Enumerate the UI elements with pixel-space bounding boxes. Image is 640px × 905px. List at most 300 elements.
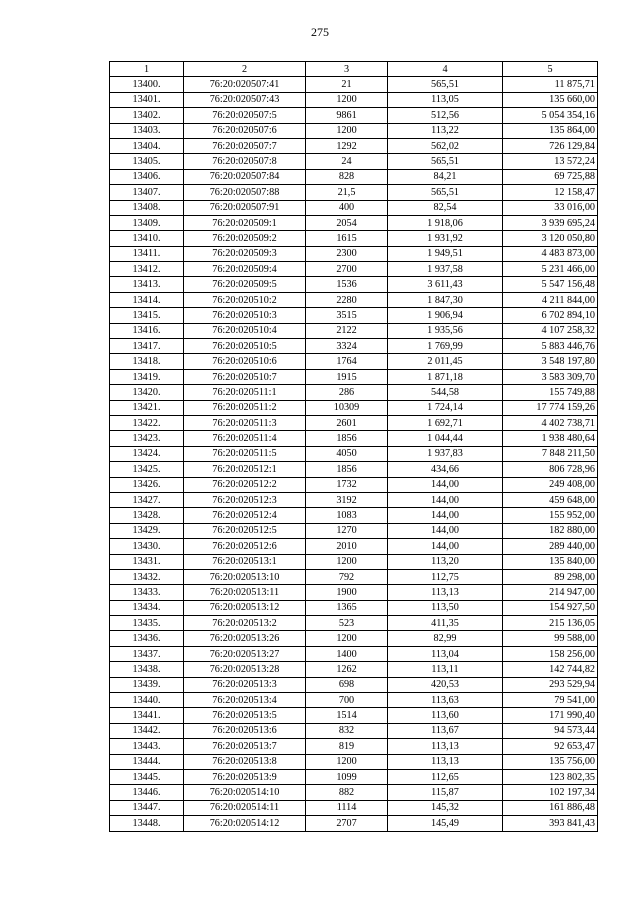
area-cell: 1200 xyxy=(306,631,388,646)
cadastral-value-cell: 94 573,44 xyxy=(503,723,598,738)
area-cell: 828 xyxy=(306,169,388,184)
row-number-cell: 13442. xyxy=(110,723,184,738)
area-cell: 1764 xyxy=(306,354,388,369)
cadastral-value-cell: 4 107 258,32 xyxy=(503,323,598,338)
cadastral-value-cell: 4 211 844,00 xyxy=(503,292,598,307)
table-row xyxy=(110,800,598,815)
cadastral-value-cell: 142 744,82 xyxy=(503,662,598,677)
row-number-cell: 13448. xyxy=(110,816,184,831)
cadastral-number-cell: 76:20:020511:1 xyxy=(184,385,306,400)
area-cell: 1915 xyxy=(306,369,388,384)
table-row xyxy=(110,754,598,769)
area-cell: 1083 xyxy=(306,508,388,523)
area-cell: 1514 xyxy=(306,708,388,723)
row-number-cell: 13444. xyxy=(110,754,184,769)
cadastral-number-cell: 76:20:020511:5 xyxy=(184,446,306,461)
row-number-cell: 13428. xyxy=(110,508,184,523)
area-cell: 4050 xyxy=(306,446,388,461)
row-number-cell: 13443. xyxy=(110,739,184,754)
cadastral-value-cell: 5 883 446,76 xyxy=(503,339,598,354)
cadastral-number-cell: 76:20:020513:28 xyxy=(184,662,306,677)
specific-value-cell: 1 871,18 xyxy=(388,369,503,384)
column-header-4: 4 xyxy=(388,62,503,77)
cadastral-number-cell: 76:20:020509:1 xyxy=(184,215,306,230)
row-number-cell: 13433. xyxy=(110,585,184,600)
row-number-cell: 13420. xyxy=(110,385,184,400)
row-number-cell: 13435. xyxy=(110,616,184,631)
cadastral-number-cell: 76:20:020511:2 xyxy=(184,400,306,415)
cadastral-number-cell: 76:20:020512:2 xyxy=(184,477,306,492)
cadastral-value-cell: 17 774 159,26 xyxy=(503,400,598,415)
cadastral-number-cell: 76:20:020513:9 xyxy=(184,769,306,784)
area-cell: 2280 xyxy=(306,292,388,307)
area-cell: 24 xyxy=(306,154,388,169)
specific-value-cell: 1 769,99 xyxy=(388,339,503,354)
table-row xyxy=(110,554,598,569)
table-row xyxy=(110,431,598,446)
area-cell: 1292 xyxy=(306,138,388,153)
specific-value-cell: 144,00 xyxy=(388,477,503,492)
specific-value-cell: 113,60 xyxy=(388,708,503,723)
specific-value-cell: 145,49 xyxy=(388,816,503,831)
specific-value-cell: 82,54 xyxy=(388,200,503,215)
table-row xyxy=(110,200,598,215)
row-number-cell: 13436. xyxy=(110,631,184,646)
cadastral-value-cell: 99 588,00 xyxy=(503,631,598,646)
cadastral-number-cell: 76:20:020513:26 xyxy=(184,631,306,646)
row-number-cell: 13446. xyxy=(110,785,184,800)
table-row xyxy=(110,308,598,323)
area-cell: 2122 xyxy=(306,323,388,338)
specific-value-cell: 565,51 xyxy=(388,154,503,169)
row-number-cell: 13437. xyxy=(110,646,184,661)
specific-value-cell: 1 724,14 xyxy=(388,400,503,415)
specific-value-cell: 565,51 xyxy=(388,185,503,200)
cadastral-value-cell: 215 136,05 xyxy=(503,616,598,631)
cadastral-value-cell: 102 197,34 xyxy=(503,785,598,800)
cadastral-number-cell: 76:20:020510:3 xyxy=(184,308,306,323)
cadastral-number-cell: 76:20:020513:1 xyxy=(184,554,306,569)
cadastral-number-cell: 76:20:020514:12 xyxy=(184,816,306,831)
cadastral-value-cell: 459 648,00 xyxy=(503,492,598,507)
area-cell: 1536 xyxy=(306,277,388,292)
table-row xyxy=(110,138,598,153)
area-cell: 1856 xyxy=(306,462,388,477)
area-cell: 1200 xyxy=(306,123,388,138)
specific-value-cell: 113,63 xyxy=(388,693,503,708)
row-number-cell: 13400. xyxy=(110,77,184,92)
specific-value-cell: 144,00 xyxy=(388,539,503,554)
specific-value-cell: 1 918,06 xyxy=(388,215,503,230)
row-number-cell: 13417. xyxy=(110,339,184,354)
cadastral-number-cell: 76:20:020509:3 xyxy=(184,246,306,261)
table-row xyxy=(110,646,598,661)
table-row xyxy=(110,631,598,646)
cadastral-number-cell: 76:20:020510:2 xyxy=(184,292,306,307)
table-row xyxy=(110,693,598,708)
area-cell: 1732 xyxy=(306,477,388,492)
cadastral-value-cell: 89 298,00 xyxy=(503,569,598,584)
specific-value-cell: 434,66 xyxy=(388,462,503,477)
specific-value-cell: 113,11 xyxy=(388,662,503,677)
cadastral-number-cell: 76:20:020513:27 xyxy=(184,646,306,661)
specific-value-cell: 1 949,51 xyxy=(388,246,503,261)
table-row xyxy=(110,600,598,615)
cadastral-number-cell: 76:20:020507:7 xyxy=(184,138,306,153)
cadastral-value-cell: 171 990,40 xyxy=(503,708,598,723)
cadastral-value-cell: 393 841,43 xyxy=(503,816,598,831)
cadastral-number-cell: 76:20:020507:5 xyxy=(184,108,306,123)
cadastral-number-cell: 76:20:020512:6 xyxy=(184,539,306,554)
row-number-cell: 13434. xyxy=(110,600,184,615)
area-cell: 21,5 xyxy=(306,185,388,200)
column-header-2: 2 xyxy=(184,62,306,77)
cadastral-value-cell: 161 886,48 xyxy=(503,800,598,815)
cadastral-number-cell: 76:20:020513:11 xyxy=(184,585,306,600)
cadastral-value-cell: 5 054 354,16 xyxy=(503,108,598,123)
cadastral-value-cell: 3 583 309,70 xyxy=(503,369,598,384)
specific-value-cell: 1 931,92 xyxy=(388,231,503,246)
area-cell: 1262 xyxy=(306,662,388,677)
area-cell: 286 xyxy=(306,385,388,400)
table-row xyxy=(110,585,598,600)
table-row xyxy=(110,323,598,338)
row-number-cell: 13431. xyxy=(110,554,184,569)
row-number-cell: 13429. xyxy=(110,523,184,538)
table-row xyxy=(110,785,598,800)
area-cell: 10309 xyxy=(306,400,388,415)
cadastral-value-cell: 135 864,00 xyxy=(503,123,598,138)
cadastral-value-cell: 123 802,35 xyxy=(503,769,598,784)
row-number-cell: 13426. xyxy=(110,477,184,492)
row-number-cell: 13424. xyxy=(110,446,184,461)
cadastral-number-cell: 76:20:020507:88 xyxy=(184,185,306,200)
row-number-cell: 13406. xyxy=(110,169,184,184)
table-row xyxy=(110,446,598,461)
cadastral-value-cell: 7 848 211,50 xyxy=(503,446,598,461)
area-cell: 523 xyxy=(306,616,388,631)
table-row xyxy=(110,739,598,754)
cadastral-number-cell: 76:20:020513:7 xyxy=(184,739,306,754)
row-number-cell: 13425. xyxy=(110,462,184,477)
specific-value-cell: 113,04 xyxy=(388,646,503,661)
cadastral-number-cell: 76:20:020510:7 xyxy=(184,369,306,384)
cadastral-value-cell: 4 402 738,71 xyxy=(503,415,598,430)
cadastral-value-cell: 158 256,00 xyxy=(503,646,598,661)
cadastral-value-cell: 13 572,24 xyxy=(503,154,598,169)
specific-value-cell: 1 044,44 xyxy=(388,431,503,446)
row-number-cell: 13412. xyxy=(110,262,184,277)
cadastral-number-cell: 76:20:020512:5 xyxy=(184,523,306,538)
table-row xyxy=(110,185,598,200)
row-number-cell: 13432. xyxy=(110,569,184,584)
area-cell: 2054 xyxy=(306,215,388,230)
specific-value-cell: 113,13 xyxy=(388,585,503,600)
cadastral-value-cell: 806 728,96 xyxy=(503,462,598,477)
page-number: 275 xyxy=(311,25,329,39)
area-cell: 2300 xyxy=(306,246,388,261)
cadastral-number-cell: 76:20:020509:5 xyxy=(184,277,306,292)
row-number-cell: 13441. xyxy=(110,708,184,723)
cadastral-number-cell: 76:20:020510:6 xyxy=(184,354,306,369)
specific-value-cell: 113,22 xyxy=(388,123,503,138)
area-cell: 1099 xyxy=(306,769,388,784)
table-row xyxy=(110,385,598,400)
row-number-cell: 13423. xyxy=(110,431,184,446)
cadastral-number-cell: 76:20:020513:10 xyxy=(184,569,306,584)
table-row xyxy=(110,477,598,492)
area-cell: 2707 xyxy=(306,816,388,831)
cadastral-number-cell: 76:20:020512:1 xyxy=(184,462,306,477)
area-cell: 2010 xyxy=(306,539,388,554)
table-row xyxy=(110,539,598,554)
specific-value-cell: 562,02 xyxy=(388,138,503,153)
row-number-cell: 13413. xyxy=(110,277,184,292)
specific-value-cell: 411,35 xyxy=(388,616,503,631)
cadastral-number-cell: 76:20:020512:4 xyxy=(184,508,306,523)
specific-value-cell: 113,05 xyxy=(388,92,503,107)
cadastral-number-cell: 76:20:020511:3 xyxy=(184,415,306,430)
area-cell: 819 xyxy=(306,739,388,754)
area-cell: 1200 xyxy=(306,92,388,107)
area-cell: 1856 xyxy=(306,431,388,446)
row-number-cell: 13404. xyxy=(110,138,184,153)
row-number-cell: 13445. xyxy=(110,769,184,784)
table-row xyxy=(110,677,598,692)
cadastral-number-cell: 76:20:020507:43 xyxy=(184,92,306,107)
table-row xyxy=(110,215,598,230)
area-cell: 1615 xyxy=(306,231,388,246)
cadastral-value-cell: 3 939 695,24 xyxy=(503,215,598,230)
cadastral-value-cell: 214 947,00 xyxy=(503,585,598,600)
table-row xyxy=(110,369,598,384)
area-cell: 1270 xyxy=(306,523,388,538)
area-cell: 1900 xyxy=(306,585,388,600)
table-row xyxy=(110,277,598,292)
cadastral-number-cell: 76:20:020514:10 xyxy=(184,785,306,800)
cadastral-value-cell: 5 547 156,48 xyxy=(503,277,598,292)
cadastral-value-cell: 135 840,00 xyxy=(503,554,598,569)
table-row xyxy=(110,708,598,723)
specific-value-cell: 1 937,83 xyxy=(388,446,503,461)
specific-value-cell: 1 692,71 xyxy=(388,415,503,430)
table-row xyxy=(110,154,598,169)
area-cell: 3515 xyxy=(306,308,388,323)
specific-value-cell: 144,00 xyxy=(388,508,503,523)
table-row xyxy=(110,231,598,246)
row-number-cell: 13409. xyxy=(110,215,184,230)
table-row xyxy=(110,462,598,477)
cadastral-number-cell: 76:20:020514:11 xyxy=(184,800,306,815)
area-cell: 1365 xyxy=(306,600,388,615)
table-row xyxy=(110,354,598,369)
cadastral-value-cell: 69 725,88 xyxy=(503,169,598,184)
cadastral-number-cell: 76:20:020507:41 xyxy=(184,77,306,92)
row-number-cell: 13430. xyxy=(110,539,184,554)
specific-value-cell: 1 937,58 xyxy=(388,262,503,277)
table-header xyxy=(110,62,598,77)
row-number-cell: 13439. xyxy=(110,677,184,692)
cadastral-value-cell: 3 120 050,80 xyxy=(503,231,598,246)
cadastral-value-cell: 6 702 894,10 xyxy=(503,308,598,323)
table-row xyxy=(110,292,598,307)
cadastral-number-cell: 76:20:020513:3 xyxy=(184,677,306,692)
cadastral-value-cell: 249 408,00 xyxy=(503,477,598,492)
specific-value-cell: 2 011,45 xyxy=(388,354,503,369)
table-row xyxy=(110,616,598,631)
cadastral-number-cell: 76:20:020510:4 xyxy=(184,323,306,338)
row-number-cell: 13422. xyxy=(110,415,184,430)
specific-value-cell: 1 906,94 xyxy=(388,308,503,323)
cadastral-number-cell: 76:20:020513:2 xyxy=(184,616,306,631)
row-number-cell: 13447. xyxy=(110,800,184,815)
table-row xyxy=(110,92,598,107)
row-number-cell: 13410. xyxy=(110,231,184,246)
table-row xyxy=(110,662,598,677)
table-row xyxy=(110,569,598,584)
row-number-cell: 13401. xyxy=(110,92,184,107)
row-number-cell: 13403. xyxy=(110,123,184,138)
cadastral-number-cell: 76:20:020509:4 xyxy=(184,262,306,277)
specific-value-cell: 113,67 xyxy=(388,723,503,738)
specific-value-cell: 565,51 xyxy=(388,77,503,92)
column-header-3: 3 xyxy=(306,62,388,77)
specific-value-cell: 144,00 xyxy=(388,492,503,507)
row-number-cell: 13418. xyxy=(110,354,184,369)
specific-value-cell: 3 611,43 xyxy=(388,277,503,292)
cadastral-number-cell: 76:20:020513:6 xyxy=(184,723,306,738)
specific-value-cell: 115,87 xyxy=(388,785,503,800)
area-cell: 882 xyxy=(306,785,388,800)
column-header-1: 1 xyxy=(110,62,184,77)
row-number-cell: 13421. xyxy=(110,400,184,415)
area-cell: 1114 xyxy=(306,800,388,815)
table-row xyxy=(110,492,598,507)
area-cell: 21 xyxy=(306,77,388,92)
table-row xyxy=(110,123,598,138)
specific-value-cell: 113,20 xyxy=(388,554,503,569)
specific-value-cell: 112,75 xyxy=(388,569,503,584)
area-cell: 2700 xyxy=(306,262,388,277)
cadastral-value-cell: 155 749,88 xyxy=(503,385,598,400)
specific-value-cell: 144,00 xyxy=(388,523,503,538)
specific-value-cell: 1 935,56 xyxy=(388,323,503,338)
area-cell: 1200 xyxy=(306,554,388,569)
area-cell: 1400 xyxy=(306,646,388,661)
specific-value-cell: 82,99 xyxy=(388,631,503,646)
table-row xyxy=(110,246,598,261)
table-row xyxy=(110,816,598,831)
row-number-cell: 13411. xyxy=(110,246,184,261)
specific-value-cell: 544,58 xyxy=(388,385,503,400)
cadastral-number-cell: 76:20:020509:2 xyxy=(184,231,306,246)
row-number-cell: 13415. xyxy=(110,308,184,323)
cadastral-value-cell: 11 875,71 xyxy=(503,77,598,92)
cadastral-value-cell: 155 952,00 xyxy=(503,508,598,523)
cadastral-value-cell: 4 483 873,00 xyxy=(503,246,598,261)
specific-value-cell: 84,21 xyxy=(388,169,503,184)
specific-value-cell: 113,50 xyxy=(388,600,503,615)
table-row xyxy=(110,339,598,354)
cadastral-number-cell: 76:20:020513:4 xyxy=(184,693,306,708)
table-row xyxy=(110,262,598,277)
row-number-cell: 13402. xyxy=(110,108,184,123)
table-body xyxy=(110,77,598,831)
area-cell: 1200 xyxy=(306,754,388,769)
cadastral-number-cell: 76:20:020512:3 xyxy=(184,492,306,507)
area-cell: 700 xyxy=(306,693,388,708)
row-number-cell: 13440. xyxy=(110,693,184,708)
cadastral-number-cell: 76:20:020510:5 xyxy=(184,339,306,354)
cadastral-value-table xyxy=(109,61,598,832)
table-row xyxy=(110,723,598,738)
table-row xyxy=(110,169,598,184)
cadastral-value-cell: 154 927,50 xyxy=(503,600,598,615)
area-cell: 698 xyxy=(306,677,388,692)
cadastral-number-cell: 76:20:020513:12 xyxy=(184,600,306,615)
cadastral-value-cell: 135 756,00 xyxy=(503,754,598,769)
row-number-cell: 13416. xyxy=(110,323,184,338)
cadastral-number-cell: 76:20:020507:6 xyxy=(184,123,306,138)
cadastral-value-cell: 726 129,84 xyxy=(503,138,598,153)
specific-value-cell: 1 847,30 xyxy=(388,292,503,307)
specific-value-cell: 145,32 xyxy=(388,800,503,815)
cadastral-value-cell: 293 529,94 xyxy=(503,677,598,692)
row-number-cell: 13407. xyxy=(110,185,184,200)
area-cell: 792 xyxy=(306,569,388,584)
area-cell: 832 xyxy=(306,723,388,738)
cadastral-value-cell: 3 548 197,80 xyxy=(503,354,598,369)
area-cell: 9861 xyxy=(306,108,388,123)
cadastral-value-cell: 5 231 466,00 xyxy=(503,262,598,277)
area-cell: 2601 xyxy=(306,415,388,430)
area-cell: 3192 xyxy=(306,492,388,507)
table-row xyxy=(110,769,598,784)
specific-value-cell: 420,53 xyxy=(388,677,503,692)
row-number-cell: 13405. xyxy=(110,154,184,169)
specific-value-cell: 512,56 xyxy=(388,108,503,123)
table-row xyxy=(110,400,598,415)
cadastral-number-cell: 76:20:020511:4 xyxy=(184,431,306,446)
cadastral-value-cell: 182 880,00 xyxy=(503,523,598,538)
specific-value-cell: 113,13 xyxy=(388,754,503,769)
cadastral-value-cell: 1 938 480,64 xyxy=(503,431,598,446)
cadastral-value-cell: 92 653,47 xyxy=(503,739,598,754)
table-row xyxy=(110,523,598,538)
table-row xyxy=(110,108,598,123)
row-number-cell: 13414. xyxy=(110,292,184,307)
cadastral-number-cell: 76:20:020507:8 xyxy=(184,154,306,169)
cadastral-value-cell: 135 660,00 xyxy=(503,92,598,107)
cadastral-value-cell: 33 016,00 xyxy=(503,200,598,215)
column-header-5: 5 xyxy=(503,62,598,77)
cadastral-number-cell: 76:20:020513:8 xyxy=(184,754,306,769)
row-number-cell: 13419. xyxy=(110,369,184,384)
table-row xyxy=(110,415,598,430)
header-row xyxy=(110,62,598,77)
cadastral-value-cell: 12 158,47 xyxy=(503,185,598,200)
row-number-cell: 13427. xyxy=(110,492,184,507)
specific-value-cell: 113,13 xyxy=(388,739,503,754)
table-row xyxy=(110,508,598,523)
cadastral-number-cell: 76:20:020507:84 xyxy=(184,169,306,184)
cadastral-number-cell: 76:20:020513:5 xyxy=(184,708,306,723)
area-cell: 400 xyxy=(306,200,388,215)
cadastral-number-cell: 76:20:020507:91 xyxy=(184,200,306,215)
cadastral-value-cell: 289 440,00 xyxy=(503,539,598,554)
area-cell: 3324 xyxy=(306,339,388,354)
table-row xyxy=(110,77,598,92)
